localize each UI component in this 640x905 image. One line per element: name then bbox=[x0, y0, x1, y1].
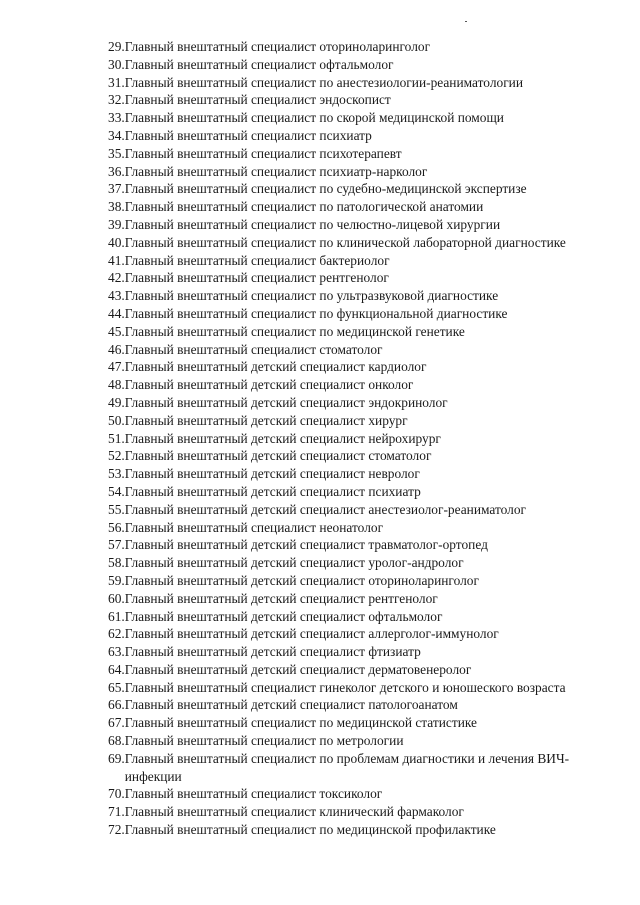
list-item-number: 38. bbox=[108, 199, 125, 215]
list-item-text: Главный внештатный детский специалист дерматовенеролог bbox=[124, 661, 472, 677]
list-item bbox=[108, 109, 608, 127]
list-item-number: 58. bbox=[108, 555, 125, 571]
list-item-text: Главный внештатный специалист стоматолог bbox=[124, 341, 383, 357]
list-item-text: Главный внештатный специалист клинический фармаколог bbox=[124, 804, 464, 820]
list-item bbox=[108, 287, 608, 305]
list-item-text: Главный внештатный детский специалист стоматолог bbox=[124, 448, 432, 464]
list-item-text: Главный внештатный специалист психиатр-нарколог bbox=[124, 163, 428, 179]
list-item bbox=[108, 465, 608, 483]
list-item bbox=[108, 91, 608, 109]
list-item-number: 72. bbox=[108, 822, 125, 838]
list-item bbox=[108, 216, 608, 234]
list-item-text: Главный внештатный специалист оториноларинголог bbox=[124, 39, 431, 54]
list-item-number: 35. bbox=[108, 145, 125, 161]
list-item-number: 64. bbox=[108, 661, 125, 677]
list-item-number: 68. bbox=[108, 733, 125, 749]
list-item bbox=[108, 305, 608, 323]
list-item-text: Главный внештатный специалист токсиколог bbox=[124, 786, 383, 802]
list-item-number: 37. bbox=[108, 181, 125, 197]
list-item-text: Главный внештатный детский специалист кардиолог bbox=[124, 359, 427, 375]
list-item-number: 36. bbox=[108, 163, 125, 179]
list-item-number: 40. bbox=[108, 234, 125, 250]
list-item-number: 31. bbox=[108, 74, 125, 90]
list-item bbox=[108, 590, 608, 608]
list-item bbox=[108, 56, 608, 74]
list-item-text: Главный внештатный специалист по медицинской статистике bbox=[124, 715, 477, 731]
list-item-text: Главный внештатный детский специалист рентгенолог bbox=[124, 590, 438, 606]
list-item-number: 55. bbox=[108, 501, 125, 517]
list-item-number: 59. bbox=[108, 572, 125, 588]
list-item-number: 43. bbox=[108, 288, 125, 304]
list-item-text: Главный внештатный специалист по функциональной диагностике bbox=[124, 305, 508, 321]
list-item-number: 41. bbox=[108, 252, 125, 268]
list-item-number: 54. bbox=[108, 483, 125, 499]
list-item bbox=[108, 536, 608, 554]
list-item-text: Главный внештатный детский специалист нейрохирург bbox=[124, 430, 441, 446]
list-item-text: Главный внештатный специалист психиатр bbox=[124, 127, 372, 143]
list-item bbox=[108, 341, 608, 359]
list-item-number: 52. bbox=[108, 448, 125, 464]
list-item-text: Главный внештатный детский специалист уролог-андролог bbox=[124, 555, 464, 571]
list-item-text: Главный внештатный детский специалист эндокринолог bbox=[124, 394, 448, 410]
list-item-text: Главный внештатный специалист по клинической лабораторной диагностике bbox=[124, 234, 566, 250]
list-item-text: Главный внештатный специалист по скорой медицинской помощи bbox=[124, 110, 504, 126]
list-item-text: Главный внештатный детский специалист офтальмолог bbox=[124, 608, 443, 624]
list-item-number: 42. bbox=[108, 270, 125, 286]
list-item bbox=[108, 323, 608, 341]
list-item bbox=[108, 554, 608, 572]
list-item-number: 33. bbox=[108, 110, 125, 126]
list-item bbox=[108, 483, 608, 501]
list-item-text: Главный внештатный специалист по медицинской профилактике bbox=[124, 822, 496, 838]
list-item bbox=[108, 608, 608, 626]
list-item-text: Главный внештатный детский специалист хирург bbox=[124, 412, 408, 428]
list-item bbox=[108, 234, 608, 252]
list-item-text: Главный внештатный детский специалист фтизиатр bbox=[124, 644, 421, 660]
list-item bbox=[108, 127, 608, 145]
list-item-text: Главный внештатный специалист по патологической анатомии bbox=[124, 199, 484, 215]
list-item-text: Главный внештатный специалист по проблемам диагностики и лечения ВИЧ-инфекции bbox=[124, 750, 570, 784]
list-item-text: Главный внештатный специалист неонатолог bbox=[124, 519, 384, 535]
list-item-text: Главный внештатный специалист бактериолог bbox=[124, 252, 390, 268]
list-item-number: 47. bbox=[108, 359, 125, 375]
list-item bbox=[108, 447, 608, 465]
list-item bbox=[108, 180, 608, 198]
list-item-number: 32. bbox=[108, 92, 125, 108]
list-item bbox=[108, 785, 608, 803]
list-item-text: Главный внештатный детский специалист онколог bbox=[124, 377, 414, 393]
list-item bbox=[108, 376, 608, 394]
list-item-number: 46. bbox=[108, 341, 125, 357]
list-item-text: Главный внештатный специалист гинеколог детского и юношеского возраста bbox=[124, 679, 566, 695]
list-item bbox=[108, 145, 608, 163]
list-item bbox=[108, 501, 608, 519]
list-item-number: 67. bbox=[108, 715, 125, 731]
list-item-text: Главный внештатный детский специалист оториноларинголог bbox=[124, 572, 479, 588]
list-item-number: 71. bbox=[108, 804, 125, 820]
list-item-text: Главный внештатный детский специалист анестезиолог-реаниматолог bbox=[124, 501, 527, 517]
scan-speck bbox=[465, 21, 467, 22]
list-item-text: Главный внештатный специалист по челюстно-лицевой хирургии bbox=[124, 216, 501, 232]
list-item-text: Главный внештатный специалист психотерапевт bbox=[124, 145, 402, 161]
list-item-text: Главный внештатный специалист рентгенолог bbox=[124, 270, 389, 286]
list-item-number: 45. bbox=[108, 323, 125, 339]
list-item-text: Главный внештатный специалист офтальмолог bbox=[124, 56, 394, 72]
list-item bbox=[108, 661, 608, 679]
list-item-number: 57. bbox=[108, 537, 125, 553]
list-item-text: Главный внештатный специалист по метрологии bbox=[124, 733, 404, 749]
list-item-number: 70. bbox=[108, 786, 125, 802]
list-item bbox=[108, 803, 608, 821]
list-item-number: 30. bbox=[108, 56, 125, 72]
list-item-number: 62. bbox=[108, 626, 125, 642]
list-item-text: Главный внештатный детский специалист невролог bbox=[124, 466, 420, 482]
list-item bbox=[108, 572, 608, 590]
list-item-number: 69. bbox=[108, 750, 125, 766]
list-item-text: Главный внештатный детский специалист травматолог-ортопед bbox=[124, 537, 488, 553]
list-item-number: 60. bbox=[108, 590, 125, 606]
list-item-number: 50. bbox=[108, 412, 125, 428]
list-item bbox=[108, 430, 608, 448]
list-item-text: Главный внештатный специалист по ультразвуковой диагностике bbox=[124, 288, 499, 304]
list-item-number: 53. bbox=[108, 466, 125, 482]
list-item-text: Главный внештатный специалист по судебно-медицинской экспертизе bbox=[124, 181, 527, 197]
list-item-number: 66. bbox=[108, 697, 125, 713]
list-item bbox=[108, 679, 608, 697]
list-item bbox=[108, 163, 608, 181]
list-item-number: 39. bbox=[108, 216, 125, 232]
list-item bbox=[108, 74, 608, 92]
list-item-text: Главный внештатный специалист по анестезиологии-реаниматологии bbox=[124, 74, 524, 90]
list-item-number: 49. bbox=[108, 394, 125, 410]
list-item bbox=[108, 394, 608, 412]
list-item bbox=[108, 821, 608, 839]
list-item bbox=[108, 198, 608, 216]
list-item-number: 48. bbox=[108, 377, 125, 393]
list-item bbox=[108, 696, 608, 714]
list-item-number: 56. bbox=[108, 519, 125, 535]
list-item-text: Главный внештатный специалист по медицинской генетике bbox=[124, 323, 465, 339]
list-item-text: Главный внештатный детский специалист аллерголог-иммунолог bbox=[124, 626, 499, 642]
list-item bbox=[108, 412, 608, 430]
list-item-number: 29. bbox=[108, 39, 125, 54]
list-item bbox=[108, 732, 608, 750]
list-item-number: 44. bbox=[108, 305, 125, 321]
specialist-list bbox=[108, 38, 608, 839]
list-item bbox=[108, 643, 608, 661]
list-item-number: 65. bbox=[108, 679, 125, 695]
list-item-number: 51. bbox=[108, 430, 125, 446]
list-item bbox=[108, 714, 608, 732]
list-item bbox=[108, 519, 608, 537]
list-item bbox=[108, 38, 608, 56]
list-item bbox=[108, 358, 608, 376]
list-item bbox=[108, 625, 608, 643]
list-item bbox=[108, 750, 608, 786]
list-item-text: Главный внештатный детский специалист патологоанатом bbox=[124, 697, 458, 713]
list-item-number: 61. bbox=[108, 608, 125, 624]
list-item-text: Главный внештатный детский специалист психиатр bbox=[124, 483, 421, 499]
list-item-number: 34. bbox=[108, 127, 125, 143]
list-item-text: Главный внештатный специалист эндоскопист bbox=[124, 92, 391, 108]
list-item bbox=[108, 269, 608, 287]
list-item-number: 63. bbox=[108, 644, 125, 660]
list-item bbox=[108, 252, 608, 270]
